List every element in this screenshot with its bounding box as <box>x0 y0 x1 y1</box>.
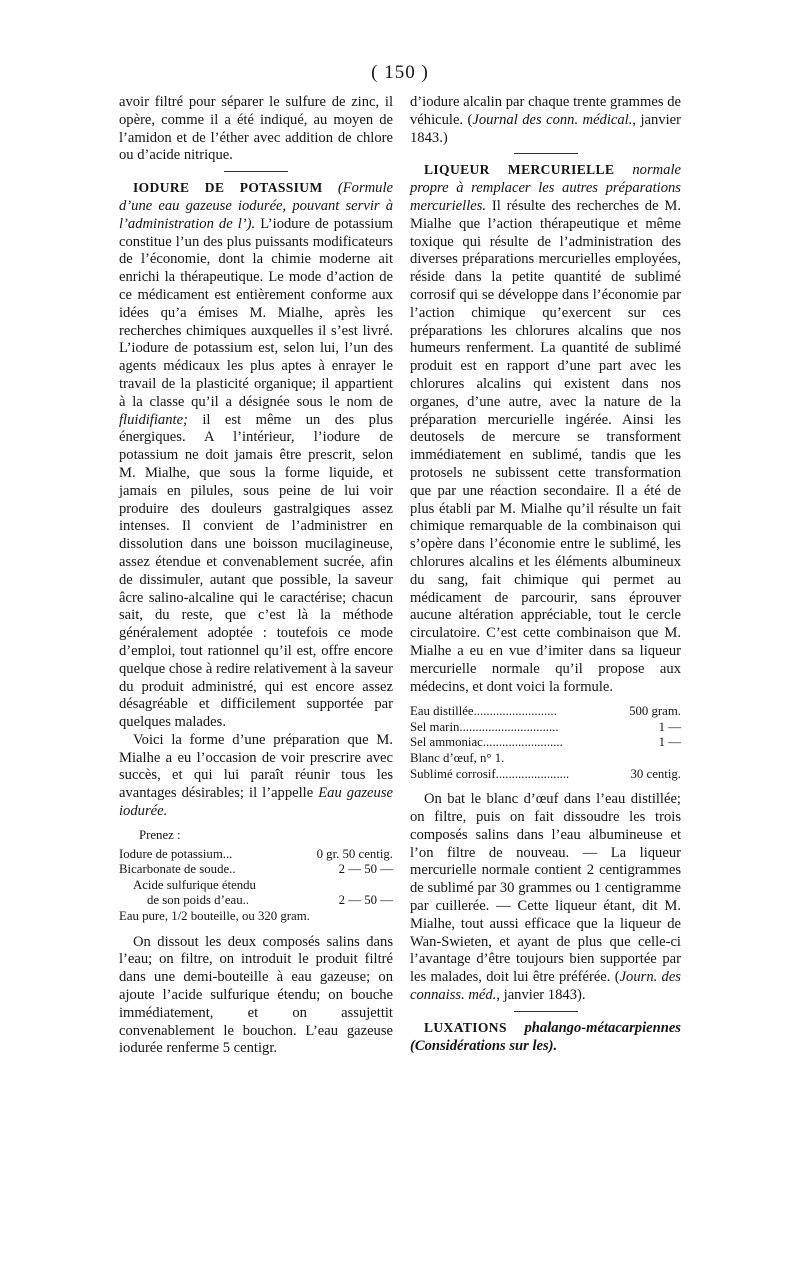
citation: Journ. des connaiss. méd. <box>410 969 681 1004</box>
section-divider <box>224 171 288 172</box>
section-divider <box>514 1011 578 1012</box>
recipe-row <box>119 847 393 863</box>
section-heading-note: (Formule d’une eau gazeuse iodurée, pouvant servir à l’administration de l’). <box>119 180 393 232</box>
recipe-amount: 1 — <box>658 719 681 734</box>
body-text: Voici la forme d’une préparation que M. Mialhe a eu l’occasion de voir prescrire avec succès, et qui lui paraît réunir tous les avantages désirables; il l’appelle <box>119 731 393 802</box>
paragraph: On dissout les deux composés salins dans l’eau; on filtre, on introduit le produit filtré dans une demi-bouteille à eau gazeuse; on ajoute l’acide sulfurique étendu; on bouche immédiatement, et on assujettit convenablement le bouchon. L’eau gazeuse iodurée renferme 5 centigr. <box>119 933 393 1057</box>
recipe-item: Acide sulfurique étendu <box>133 877 256 892</box>
recipe-intro: Prenez : <box>139 827 181 842</box>
body-text: L’iodure de potassium constitue l’un des plus puissants modificateurs de l’économie, dont la chimie moderne ait enrichi la thérapeutique. Le mode d’action de ce médicament est entièrement conforme aux idées qu’a émises M. Mialhe, après les recherches chimiques auxquelles il s’est livré. L’iodure de potassium est, selon lui, l’un des agents médicaux les plus aptes à enrayer le travail de la plasticité organique; il appartient à la classe qu’il a désignée sous le nom de <box>119 215 393 410</box>
recipe-row <box>410 704 681 720</box>
body-text: il est même un des plus énergiques. A l’intérieur, l’iodure de potassium ne doit jamais être prescrit, selon M. Mialhe, que sous la forme liquide, et jamais en pilules, sous peine de lui voir produire des douleurs gastralgiques assez intenses. Il convient de l’administrer en dissolution dans une boisson mucilagineuse, assez étendue et convenablement sucrée, afin de dissimuler, autant que possible, la saveur âcre salino-alcaline qui le caractérise; chacun sait, du reste, que c’est là la méthode généralement adoptée : toutefois ce mode d’emploi, tout rationnel qu’il est, offre encore quelque chose à redire relativement à la saveur du produit administré, qui est encore assez désagréable et difficilement supportée par quelques malades. <box>119 411 393 731</box>
continuation-paragraph: avoir filtré pour séparer le sulfure de zinc, il opère, comme il a été indiqué, au moyen de l’amidon et de l’éther avec addition de chlore ou d’acide nitrique. <box>119 94 393 164</box>
recipe-list <box>410 704 681 782</box>
recipe-item: Sel marin............................... <box>410 719 559 734</box>
recipe-amount: 2 — 50 — <box>338 893 393 908</box>
section-divider <box>514 153 578 154</box>
recipe-amount <box>387 909 393 925</box>
section-heading: LIQUEUR MERCURIELLE <box>424 162 615 178</box>
recipe-row <box>119 862 393 878</box>
recipe-row <box>410 751 681 767</box>
recipe-amount <box>387 878 393 894</box>
recipe-amount <box>675 751 681 767</box>
page-number: ( 150 ) <box>371 62 429 83</box>
right-column <box>410 94 681 1055</box>
recipe-list <box>119 847 393 925</box>
paragraph <box>410 791 681 1005</box>
recipe-item: Sublimé corrosif....................... <box>410 766 570 781</box>
recipe-item: Iodure de potassium... <box>119 846 233 861</box>
section-heading: IODURE DE POTASSIUM <box>133 180 323 196</box>
paragraph <box>119 732 393 821</box>
recipe-item: de son poids d’eau.. <box>147 893 250 908</box>
left-column <box>119 94 393 1058</box>
iodure-section <box>119 179 393 732</box>
recipe-amount: 30 centig. <box>630 766 681 781</box>
recipe-item: Blanc d’œuf, n° 1. <box>410 751 505 766</box>
recipe-row <box>410 735 681 751</box>
liqueur-section <box>410 161 681 696</box>
section-heading-note: normale propre à remplacer les autres préparations mercurielles. <box>410 162 681 214</box>
continuation-paragraph <box>410 94 681 147</box>
recipe-item: Bicarbonate de soude.. <box>119 862 236 877</box>
body-text: On bat le blanc d’œuf dans l’eau distillée; on filtre, puis on fait dissoudre les trois composés salins dans l’eau albumineuse et l’on filtre de nouveau. — La liqueur mercurielle normale contient 2 centigrammes de sublimé par 30 grammes ou 1 centigramme par cuillerée. — Cette liqueur étant, dit M. Mialhe, tout aussi efficace que la liqueur de Wan-Swieten, et ayant de plus que celle-ci l’avantage d’être toujours bien supportée par les malades, doit lui être préférée. ( <box>410 791 681 986</box>
body-text: , janvier 1843). <box>496 987 586 1004</box>
recipe-row <box>119 909 393 925</box>
section-heading: LUXATIONS <box>424 1019 507 1035</box>
italic-term: Eau gazeuse iodurée. <box>119 785 393 820</box>
luxations-section <box>410 1019 681 1056</box>
recipe-row <box>119 878 393 894</box>
body-text: d’iodure alcalin par chaque trente grammes de véhicule. ( <box>410 94 681 128</box>
recipe-item: Eau distillée.......................... <box>410 704 557 719</box>
body-text: Il résulte des recherches de M. Mialhe que l’action thérapeutique et même toxique qui résulte de l’administration des diverses préparations mercurielles employées, réside dans la petite quantité de sublimé corrosif qui se développe dans l’économie par l’action chimique qu’exercent sur ces préparations les chlorures alcalins que nos humeurs renferment. La quantité de sublimé produit est en rapport d’une part avec les chlorures alcalins qui existent dans nos organes, d’une autre, avec la nature de la préparation mercurielle ingérée. Ainsi les deutosels de mercure se transforment immédiatement en sublimé, tandis que les protosels ne subissent cette transformation que par une réaction secondaire. Il a été de plus établi par M. Mialhe qu’il résulte un fait chimique remarquable de la combinaison qui s’opère dans l’économie entre le sublimé, les chlorures alcalins et les éléments albumineux du sang, fait chimique qui permet au médicament de parcourir, sans éprouver aucune altération appréciable, tout le cercle circulatoire. C’est cette combinaison que M. Mialhe a eu en vue d’imiter dans sa liqueur mercurielle normale qu’il propose aux médecins, et dont voici la formule. <box>410 197 681 695</box>
recipe-amount: 0 gr. 50 centig. <box>316 846 393 861</box>
recipe-amount: 1 — <box>658 735 681 750</box>
body-text: , janvier 1843.) <box>410 111 681 146</box>
recipe-row <box>410 767 681 783</box>
recipe-amount: 500 gram. <box>629 704 681 719</box>
recipe-item: Sel ammoniac......................... <box>410 735 563 750</box>
citation: Journal des conn. médical. <box>472 111 633 128</box>
recipe-row <box>119 893 393 909</box>
recipe-amount: 2 — 50 — <box>338 862 393 877</box>
recipe-row <box>410 720 681 736</box>
section-heading-note: phalango-métacarpiennes (Considérations sur les). <box>410 1019 681 1054</box>
recipe-item: Eau pure, 1/2 bouteille, ou 320 gram. <box>119 909 310 924</box>
italic-term: fluidifiante; <box>119 411 188 428</box>
